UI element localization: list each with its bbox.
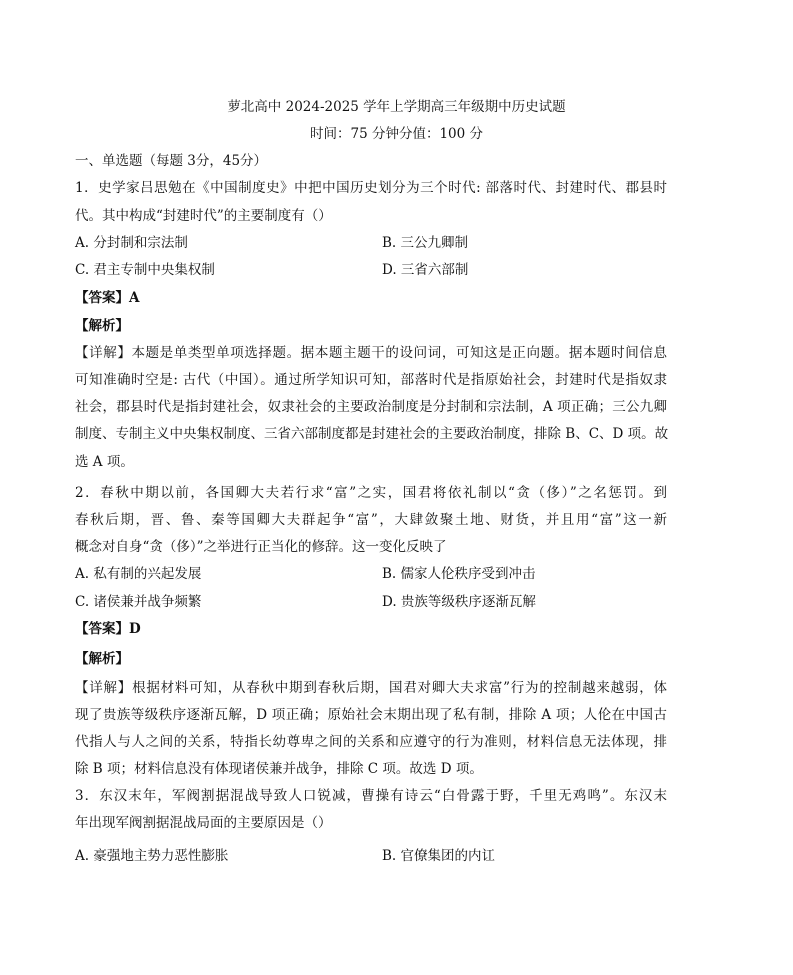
q2-detail-line-3: 代指人与人之间的关系，特指长幼尊卑之间的关系和应遵守的行为准则，材料信息无法体现，排 xyxy=(75,734,667,750)
q2-answer: 【答案】D xyxy=(75,621,141,637)
q1-option-b: B. 三公九卿制 xyxy=(382,235,469,251)
q2-stem-line-1: 2．春秋中期以前，各国卿大夫若行求“富”之实，国君将依礼制以“贪（侈）”之名惩罚。到 xyxy=(75,485,667,501)
q3-option-b: B. 官僚集团的内讧 xyxy=(382,848,496,864)
q1-detail-line-4: 制度、专制主义中央集权制度、三省六部制度都是封建社会的主要政治制度，排除 B、C、D 项。故 xyxy=(75,426,669,442)
q1-option-d: D. 三省六部制 xyxy=(382,262,469,278)
q2-option-d: D. 贵族等级秩序逐渐瓦解 xyxy=(382,594,536,610)
q1-detail-line-5: 选 A 项。 xyxy=(75,454,134,470)
q3-stem-line-1: 3．东汉末年，军阀割据混战导致人口锐减，曹操有诗云“白骨露于野，千里无鸡鸣”。东汉末 xyxy=(75,788,667,804)
q1-detail-line-3: 社会，郡县时代是指封建社会，奴隶社会的主要政治制度是分封制和宗法制，A 项正确；三公九卿 xyxy=(75,399,667,415)
q1-option-a: A. 分封制和宗法制 xyxy=(75,235,188,251)
exam-title: 萝北高中 2024-2025 学年上学期高三年级期中历史试题 xyxy=(227,99,566,115)
q3-option-a: A. 豪强地主势力恶性膨胀 xyxy=(75,848,229,864)
q2-option-a: A. 私有制的兴起发展 xyxy=(75,566,202,582)
q2-stem-line-2: 春秋后期，晋、鲁、秦等国卿大夫群起争“富”，大肆敛聚土地、财货，并且用“富”这一新 xyxy=(75,512,667,528)
q1-detail-line-1: 【详解】本题是单类型单项选择题。据本题主题干的设问词，可知这是正向题。据本题时间信息 xyxy=(75,345,667,361)
q1-answer: 【答案】A xyxy=(75,290,140,306)
exam-subtitle: 时间：75 分钟分值：100 分 xyxy=(309,126,484,142)
q1-analysis-label: 【解析】 xyxy=(75,318,129,334)
q2-detail-line-4: 除 B 项；材料信息没有体现诸侯兼并战争，排除 C 项。故选 D 项。 xyxy=(75,761,483,777)
q2-analysis-label: 【解析】 xyxy=(75,651,129,667)
q2-option-c: C. 诸侯兼并战争频繁 xyxy=(75,594,202,610)
q2-stem-line-3: 概念对自身“贪（侈）”之举进行正当化的修辞。这一变化反映了 xyxy=(75,539,447,555)
q1-option-c: C. 君主专制中央集权制 xyxy=(75,262,215,278)
q2-detail-line-1: 【详解】根据材料可知，从春秋中期到春秋后期，国君对卿大夫求富”行为的控制越来越弱，体 xyxy=(75,680,667,696)
q1-stem-line-2: 代。其中构成“封建时代”的主要制度有（） xyxy=(75,208,332,224)
section-heading: 一、单选题（每题 3分，45分） xyxy=(75,153,268,169)
q1-stem-line-1: 1．史学家吕思勉在《中国制度史》中把中国历史划分为三个时代: 部落时代、封建时代、郡县时 xyxy=(75,180,667,196)
q2-option-b: B. 儒家人伦秩序受到冲击 xyxy=(382,566,536,582)
q1-detail-line-2: 可知准确时空是: 古代（中国）。通过所学知识可知，部落时代是指原始社会，封建时代是指奴隶 xyxy=(75,372,667,388)
q2-detail-line-2: 现了贵族等级秩序逐渐瓦解，D 项正确；原始社会末期出现了私有制，排除 A 项；人伦在中国古 xyxy=(75,707,667,723)
q3-stem-line-2: 年出现军阀割据混战局面的主要原因是（） xyxy=(75,815,332,831)
